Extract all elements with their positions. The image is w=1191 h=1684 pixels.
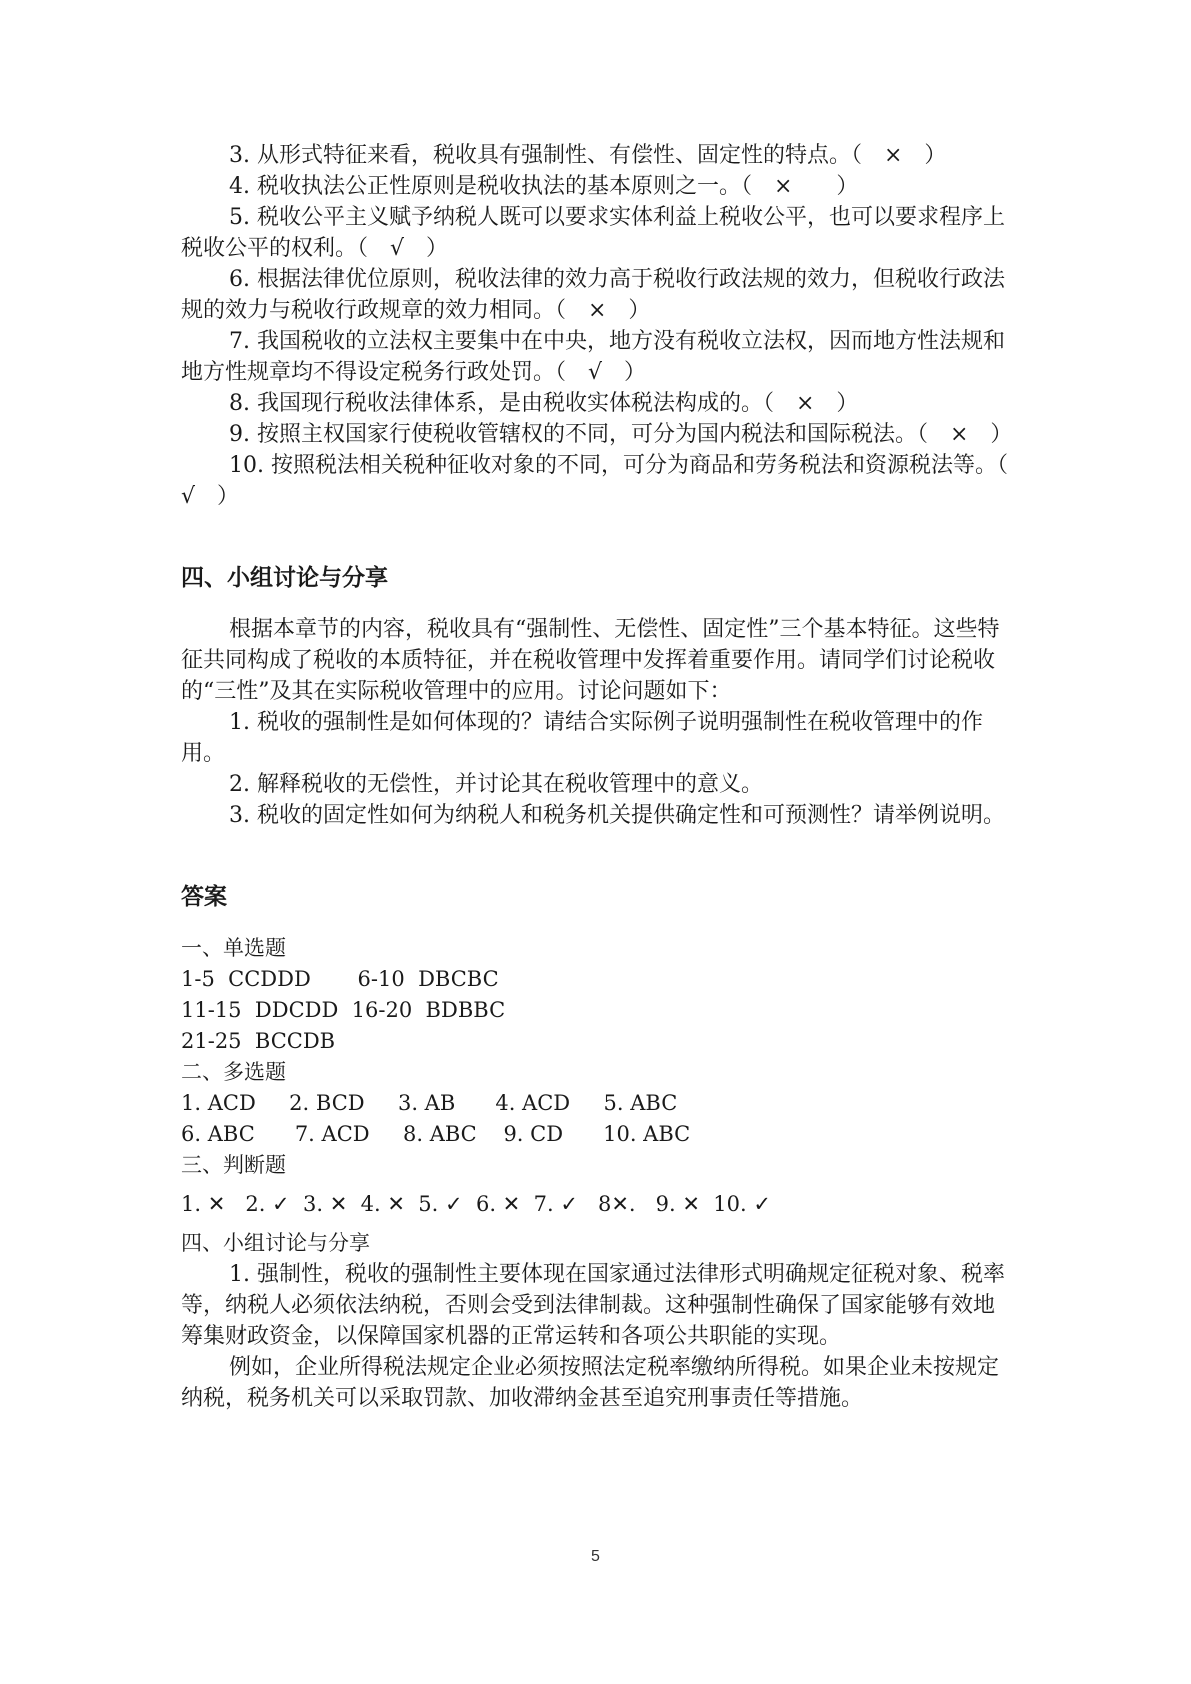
answers-judge-line: 1. ✕ 2. ✓ 3. ✕ 4. ✕ 5. ✓ 6. ✕ 7. ✓ 8✕. 9. ✕ 10. ✓: [181, 1192, 771, 1216]
answers-multi-line-2: 6. ABC 7. ACD 8. ABC 9. CD 10. ABC: [181, 1122, 691, 1146]
answers-discussion-paragraph-2: 例如，企业所得税法规定企业必须按照法定税率缴纳所得税。如果企业未按规定纳税，税务机关可以采取罚款、加收滞纳金甚至追究刑事责任等措施。: [181, 1355, 1000, 1411]
answers-multi-title: 二、多选题: [181, 1060, 286, 1084]
answers-judge-title: 三、判断题: [181, 1153, 286, 1177]
judgment-item-7: 7. 我国税收的立法权主要集中在中央，地方没有税收立法权，因而地方性法规和地方性规章均不得设定税务行政处罚。（ √ ）: [181, 329, 1005, 385]
answers-single-line-2: 11-15 DDCDD 16-20 BDBBC: [181, 998, 506, 1022]
judgment-item-9: 9. 按照主权国家行使税收管辖权的不同，可分为国内税法和国际税法。（ × ）: [229, 422, 1013, 447]
discussion-intro: 根据本章节的内容，税收具有“强制性、无偿性、固定性”三个基本特征。这些特征共同构成了税收的本质特征，并在税收管理中发挥着重要作用。请同学们讨论税收的“三性”及其在实际税收管理中的应用。讨论问题如下：: [181, 617, 1000, 704]
discussion-question-1: 1. 税收的强制性是如何体现的？请结合实际例子说明强制性在税收管理中的作用。: [181, 710, 983, 766]
answers-single-title: 一、单选题: [181, 936, 286, 960]
judgment-item-8: 8. 我国现行税收法律体系，是由税收实体税法构成的。（ × ）: [229, 391, 859, 416]
answers-discussion-title: 四、小组讨论与分享: [181, 1231, 370, 1255]
answers-heading: 答案: [181, 884, 227, 910]
judgment-item-10: 10. 按照税法相关税种征收对象的不同，可分为商品和劳务税法和资源税法等。（ √ ）: [181, 453, 1030, 509]
judgment-item-3: 3. 从形式特征来看，税收具有强制性、有偿性、固定性的特点。（ × ）: [229, 143, 947, 168]
discussion-question-2: 2. 解释税收的无偿性，并讨论其在税收管理中的意义。: [229, 772, 763, 797]
section-heading-discussion: 四、小组讨论与分享: [181, 565, 388, 591]
discussion-question-3: 3. 税收的固定性如何为纳税人和税务机关提供确定性和可预测性？请举例说明。: [229, 803, 1005, 828]
answers-single-line-1: 1-5 CCDDD 6-10 DBCBC: [181, 967, 499, 991]
judgment-item-4: 4. 税收执法公正性原则是税收执法的基本原则之一。（ × ）: [229, 174, 859, 199]
answers-single-line-3: 21-25 BCCDB: [181, 1029, 336, 1053]
judgment-item-5: 5. 税收公平主义赋予纳税人既可以要求实体利益上税收公平，也可以要求程序上税收公平的权利。（ √ ）: [181, 205, 1005, 261]
page-number: 5: [591, 1548, 600, 1565]
judgment-item-6: 6. 根据法律优位原则，税收法律的效力高于税收行政法规的效力，但税收行政法规的效力与税收行政规章的效力相同。（ × ）: [181, 267, 1005, 323]
answers-multi-line-1: 1. ACD 2. BCD 3. AB 4. ACD 5. ABC: [181, 1091, 678, 1115]
page-content: [181, 140, 1030, 1414]
judgment-items: [181, 140, 1030, 512]
answers-discussion-paragraph-1: 1. 强制性，税收的强制性主要体现在国家通过法律形式明确规定征税对象、税率等，纳税人必须依法纳税，否则会受到法律制裁。这种强制性确保了国家能够有效地筹集财政资金，以保障国家机器的正常运转和各项公共职能的实现。: [181, 1262, 1005, 1349]
